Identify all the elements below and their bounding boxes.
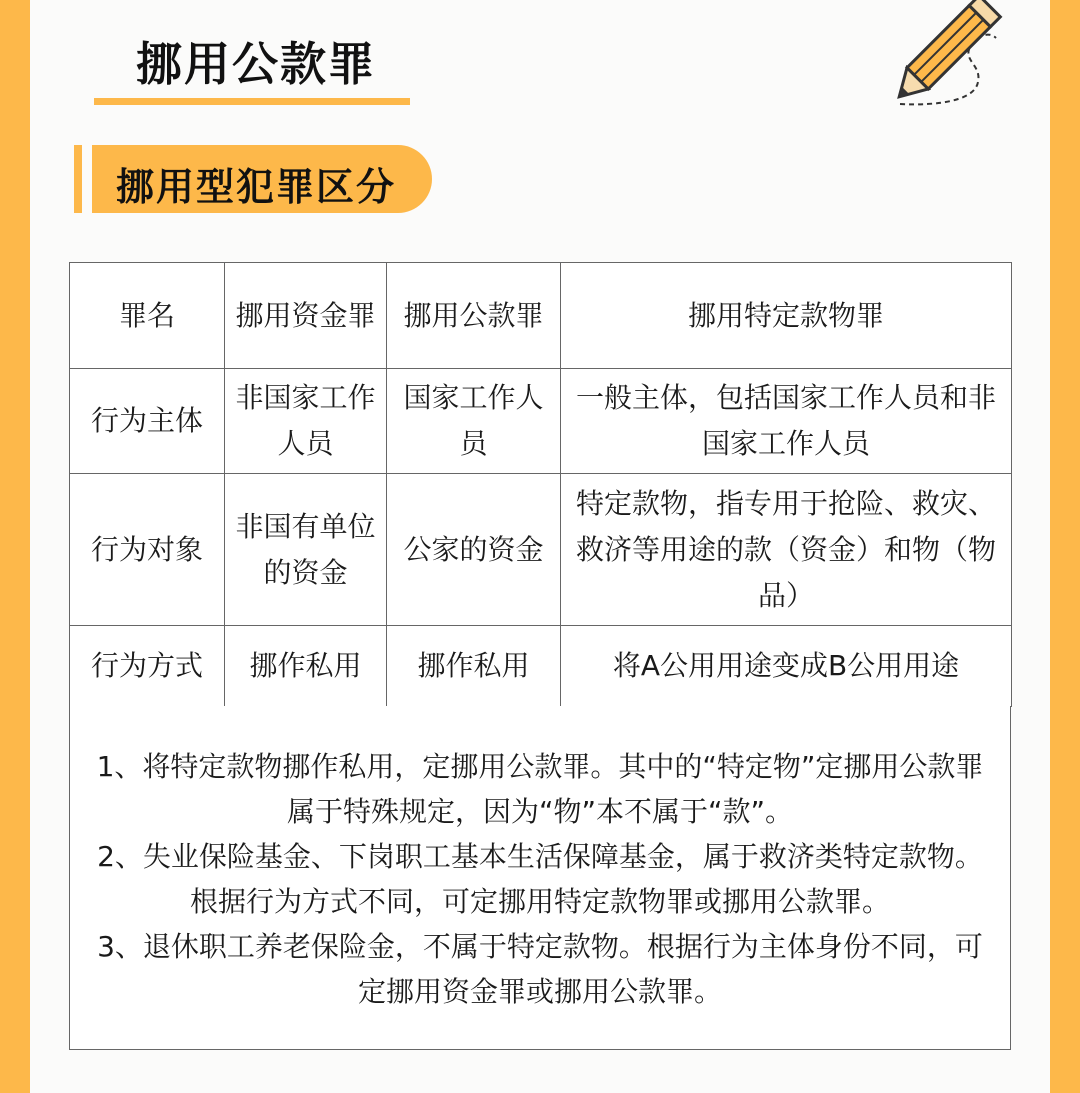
section-accent-bar (74, 145, 82, 213)
table-header-row (70, 263, 1012, 369)
pencil-icon (850, 0, 1020, 120)
table-row (70, 626, 1012, 707)
table-header-cell: 挪用特定款物罪 (561, 263, 1012, 369)
table-cell: 国家工作人员 (387, 369, 561, 474)
page-title: 挪用公款罪 (136, 37, 376, 91)
table-cell: 挪作私用 (225, 626, 387, 707)
table-cell: 行为主体 (70, 369, 225, 474)
section-title: 挪用型犯罪区分 (116, 165, 397, 209)
table-row (70, 369, 1012, 474)
table-header-cell: 挪用公款罪 (387, 263, 561, 369)
table-cell: 特定款物，指专用于抢险、救灾、救济等用途的款（资金）和物（物品） (561, 474, 1012, 626)
table-cell: 一般主体，包括国家工作人员和非国家工作人员 (561, 369, 1012, 474)
page (30, 0, 1050, 1093)
table-cell: 行为对象 (70, 474, 225, 626)
note-item: 3、退休职工养老保险金，不属于特定款物。根据行为主体身份不同，可定挪用资金罪或挪用公款罪。 (97, 930, 983, 1008)
table-cell: 挪作私用 (387, 626, 561, 707)
table-header-cell: 罪名 (70, 263, 225, 369)
table-cell: 非国有单位的资金 (225, 474, 387, 626)
title-underline (94, 98, 410, 105)
table-cell: 非国家工作人员 (225, 369, 387, 474)
comparison-table (69, 262, 1012, 707)
notes-box (69, 706, 1011, 1050)
table-cell: 公家的资金 (387, 474, 561, 626)
table-header-cell: 挪用资金罪 (225, 263, 387, 369)
note-item: 2、失业保险基金、下岗职工基本生活保障基金，属于救济类特定款物。根据行为方式不同，可定挪用特定款物罪或挪用公款罪。 (97, 840, 983, 918)
table-cell: 将A公用用途变成B公用用途 (561, 626, 1012, 707)
note-item: 1、将特定款物挪作私用，定挪用公款罪。其中的“特定物”定挪用公款罪属于特殊规定，因为“物”本不属于“款”。 (96, 750, 984, 828)
table-cell: 行为方式 (70, 626, 225, 707)
table-row (70, 474, 1012, 626)
